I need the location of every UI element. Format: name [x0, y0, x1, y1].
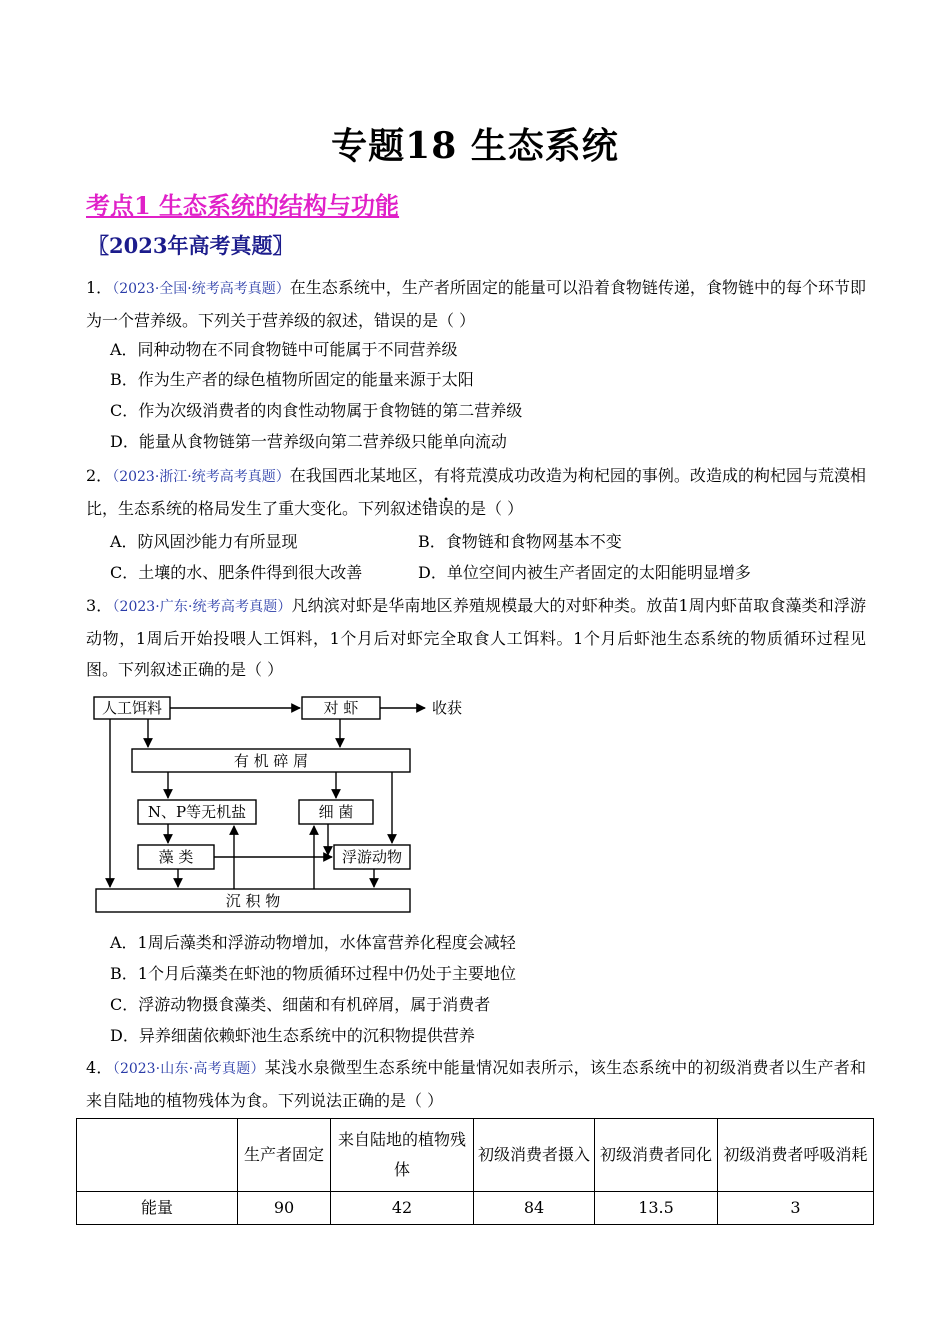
question-source: （2023·浙江·统考高考真题） [112, 469, 290, 485]
table-header-cell: 来自陆地的植物残体 [331, 1119, 474, 1192]
feed-label: 人工饵料 [101, 699, 163, 717]
table-header-cell: 初级消费者同化 [595, 1119, 718, 1192]
salts-label: N、P等无机盐 [147, 803, 247, 821]
table-row [77, 1192, 874, 1225]
q1-option-b: B．作为生产者的绿色植物所固定的能量来源于太阳 [110, 370, 474, 389]
q3-option-a: A．1周后藻类和浮游动物增加，水体富营养化程度会减轻 [110, 933, 516, 952]
topic-heading: 考点1 生态系统的结构与功能 [86, 191, 400, 220]
question-4-stem [86, 1052, 866, 1116]
table-header-cell: 初级消费者呼吸消耗 [718, 1119, 874, 1192]
question-text: 凡纳滨对虾是华南地区养殖规模最大的对虾种类。放苗1周内虾苗取食藻类和浮游动物，1周后开始投喂人工饵料，1个月后对虾完全取食人工饵料。1个月后虾池生态系统的物质循环过程见图。下列叙述正确的是（ ） [86, 596, 867, 679]
question-number: 1． [86, 278, 113, 297]
table-cell: 42 [331, 1192, 474, 1225]
section-heading: 〖2023年高考真题〗 [88, 233, 294, 258]
shrimp-label: 对 虾 [323, 699, 359, 717]
question-source: （2023·山东·高考真题） [112, 1061, 265, 1077]
page-title: 专题18 生态系统 [331, 125, 619, 167]
q2-option-b: B．食物链和食物网基本不变 [418, 532, 622, 551]
table-cell: 13.5 [595, 1192, 718, 1225]
question-source: （2023·全国·统考高考真题） [112, 281, 290, 297]
q3-option-d: D．异养细菌依赖虾池生态系统中的沉积物提供营养 [110, 1026, 475, 1045]
question-2-stem [86, 460, 866, 524]
table-cell: 能量 [77, 1192, 238, 1225]
question-text-end: 的是（ ） [454, 499, 524, 518]
bacteria-label: 细 菌 [318, 803, 354, 821]
sediment-label: 沉 积 物 [225, 892, 281, 910]
question-text: 在我国西北某地区，有将荒漠成功改造为枸杞园的事例。改造成的枸杞园与荒漠相比，生态系统的格局发生了重大变化。下列叙述 [86, 466, 866, 518]
question-number: 2． [86, 466, 113, 485]
question-source: （2023·广东·统考高考真题） [112, 599, 292, 615]
algae-label: 藻 类 [158, 848, 194, 866]
table-cell: 90 [238, 1192, 331, 1225]
q2-option-d: D．单位空间内被生产者固定的太阳能明显增多 [418, 563, 751, 582]
question-1-stem [86, 272, 866, 336]
q3-option-c: C．浮游动物摄食藻类、细菌和有机碎屑，属于消费者 [110, 995, 491, 1014]
emphasis-char: 错 [422, 499, 439, 518]
table-header-cell: 生产者固定 [238, 1119, 331, 1192]
question-3-stem [86, 590, 866, 685]
material-cycle-diagram [88, 690, 468, 916]
table-header-cell [77, 1119, 238, 1192]
detritus-label: 有 机 碎 屑 [233, 752, 309, 770]
question-number: 4． [86, 1058, 113, 1077]
zooplankton-label: 浮游动物 [341, 848, 403, 866]
q1-option-a: A．同种动物在不同食物链中可能属于不同营养级 [110, 340, 458, 359]
energy-table [76, 1118, 874, 1225]
q1-option-d: D．能量从食物链第一营养级向第二营养级只能单向流动 [110, 432, 507, 451]
table-cell: 3 [718, 1192, 874, 1225]
emphasis-char: 误 [438, 499, 455, 518]
table-header-row [77, 1119, 874, 1192]
question-text: 在生态系统中，生产者所固定的能量可以沿着食物链传递，食物链中的每个环节即为一个营养级。下列关于营养级的叙述，错误的是（ ） [86, 278, 866, 330]
q2-option-a: A．防风固沙能力有所显现 [110, 532, 298, 551]
question-number: 3． [86, 596, 113, 615]
harvest-label: 收获 [432, 699, 463, 717]
q3-option-b: B．1个月后藻类在虾池的物质循环过程中仍处于主要地位 [110, 964, 516, 983]
table-header-cell: 初级消费者摄入 [474, 1119, 595, 1192]
q1-option-c: C．作为次级消费者的肉食性动物属于食物链的第二营养级 [110, 401, 523, 420]
q2-option-c: C．土壤的水、肥条件得到很大改善 [110, 563, 363, 582]
table-cell: 84 [474, 1192, 595, 1225]
question-text: 某浅水泉微型生态系统中能量情况如表所示，该生态系统中的初级消费者以生产者和来自陆地的植物残体为食。下列说法正确的是（ ） [86, 1058, 866, 1110]
